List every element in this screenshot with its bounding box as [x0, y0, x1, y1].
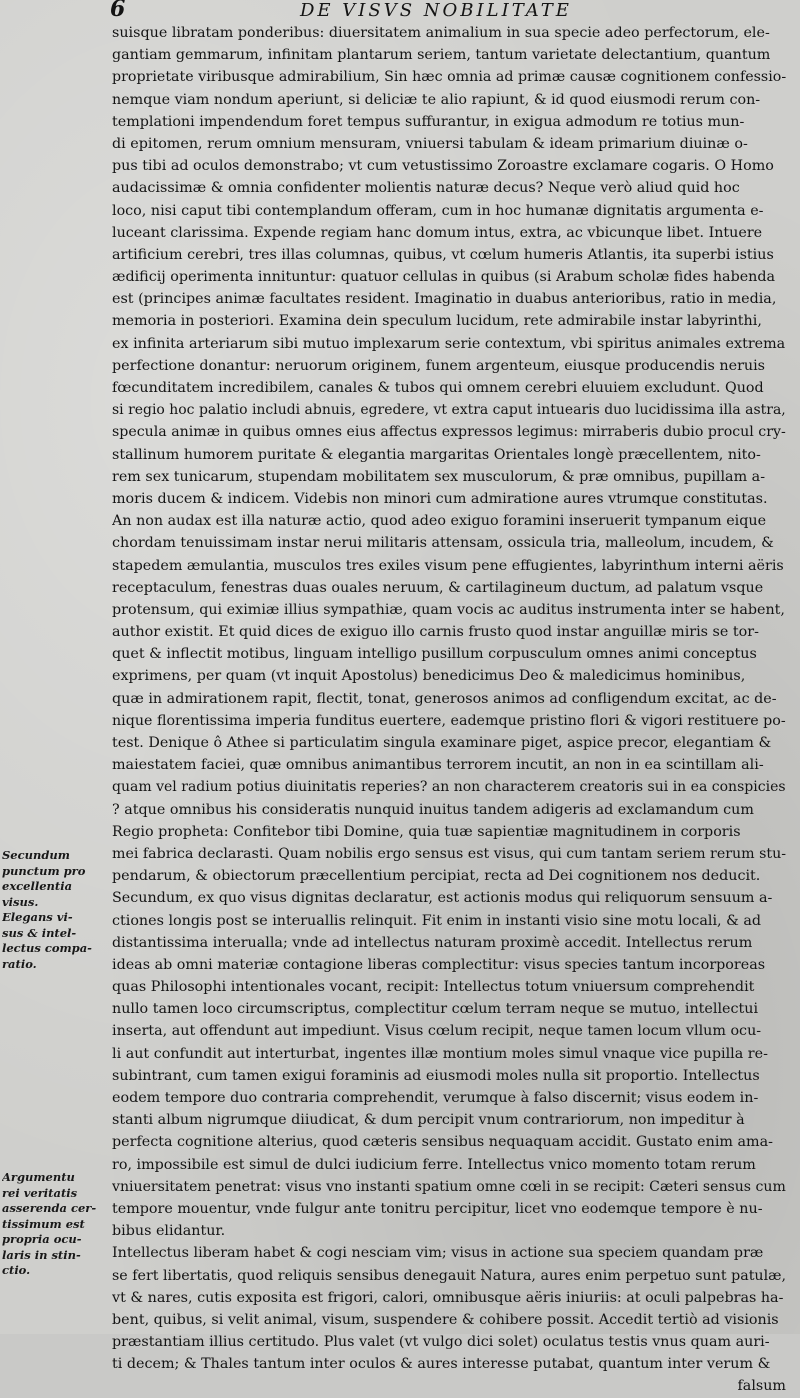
margin-note-line: punctum pro [2, 863, 86, 878]
text-line: artificium cerebri, tres illas columnas, quibus, vt cœlum humeris Atlantis, ita superbi istius [112, 246, 774, 263]
text-line: author existit. Et quid dices de exiguo illo carnis frusto quod instar anguillæ miris se tor- [112, 624, 759, 641]
margin-note-line: excellentia [2, 879, 73, 893]
text-line: quet & inflectit motibus, linguam intelligo pusillum corpusculum omnes animi conceptus [112, 646, 757, 663]
margin-note-argumentum [2, 1170, 110, 1279]
text-line: loco, nisi caput tibi contemplandum offeram, cum in hoc humanæ dignitatis argumenta e- [112, 202, 764, 219]
text-line: stanti album nigrumque diiudicat, & dum percipit vnum contrariorum, non impeditur à [112, 1112, 745, 1129]
text-line: luceant clarissima. Expende regiam hanc domum intus, extra, ac vbicunque libet. Intuere [112, 224, 763, 241]
text-line: falsum [737, 1378, 786, 1395]
text-line: vniuersitatem penetrat: visus vno instanti spatium omne cœli in se recipit: Cæteri sensus cum [112, 1178, 786, 1195]
text-line: ? atque omnibus his consideratis nunquid inuitus tandem adigeris ad exclamandum cum [112, 801, 754, 818]
text-line: mei fabrica declarasti. Quam nobilis ergo sensus est visus, qui cum tantam seriem rerum stu- [112, 845, 786, 862]
text-line: memoria in posteriori. Examina dein speculum lucidum, rete admirabile instar labyrinthi, [112, 313, 762, 330]
text-line: moris ducem & indicem. Videbis non minori cum admiratione aures vtrumque constitutas. [112, 490, 768, 507]
text-line: nique florentissima imperia funditus euertere, eademque pristino flori & vigori restituere po- [112, 712, 786, 729]
text-line: pendarum, & obiectorum præcellentium percipiat, recta ad Dei cognitionem nos deducit. [112, 868, 761, 885]
text-line: ro, impossibile est simul de dulci iudicium ferre. Intellectus vnico momento totam rerum [112, 1156, 756, 1173]
text-line: di epitomen, rerum omnium mensuram, vniuersi tabulam & ideam primarium diuinæ o- [112, 135, 748, 152]
text-line: vt & nares, cutis exposita est frigori, calori, omnibusque aëris iniuriis: at oculi palpebras ha- [112, 1289, 784, 1306]
text-line: maiestatem faciei, quæ omnibus animantibus terrorem incutit, an non in ea scintillam ali- [112, 757, 764, 774]
text-line: inserta, aut offendunt aut impediunt. Visus cœlum recipit, neque tamen locum vllum ocu- [112, 1023, 762, 1040]
text-line: pus tibi ad oculos demonstrabo; vt cum vetustissimo Zoroastre exclamare cogaris. O Homo [112, 158, 774, 175]
margin-note-secundum [2, 848, 110, 972]
text-line: bent, quibus, si velit animal, visum, suspendere & cohibere possit. Accedit tertiò ad visionis [112, 1311, 779, 1328]
margin-note-line: Argumentu [2, 1170, 75, 1184]
text-line: ædificij operimenta innituntur: quatuor cellulas in quibus (si Arabum scholæ fides habenda [112, 269, 776, 286]
text-line: Intellectus liberam habet & cogi nesciam vim; visus in actione sua speciem quandam præ [112, 1245, 764, 1262]
text-line: li aut confundit aut interturbat, ingentes illæ montium moles simul vnaque vice pupilla re- [112, 1045, 768, 1062]
text-line: exprimens, per quam (vt inquit Apostolus) benedicimus Deo & maledicimus hominibus, [112, 668, 746, 685]
margin-note-line: Elegans vi- [2, 910, 73, 924]
text-line: gantiam gemmarum, infinitam plantarum seriem, tantum varietate delectantium, quantum [112, 47, 771, 64]
text-line: An non audax est illa naturæ actio, quod adeo exiguo foramini inseruerit tympanum eique [112, 513, 767, 530]
text-line: templationi impendendum foret tempus suffurantur, in exigua admodum re totius mun- [112, 113, 745, 130]
margin-note-line: visus. [2, 894, 39, 909]
text-line: perfectione donantur: neruorum originem, funem argenteum, eiusque producendis neruis [112, 357, 766, 374]
text-line: quæ in admirationem rapit, flectit, tonat, generosos animos ad confligendum excitat, ac de- [112, 690, 777, 707]
text-line: ctiones longis post se interuallis relinquit. Fit enim in instanti visio sine motu locali, & ad [112, 912, 762, 929]
margin-note-line: asserenda cer- [2, 1201, 97, 1215]
text-line: ex infinita arteriarum sibi mutuo implexarum serie contextum, vbi spiritus animales extrema [112, 335, 786, 352]
margin-note-line: lectus compa- [2, 941, 92, 955]
text-line: stallinum humorem puritate & elegantia margaritas Orientales longè præcellentem, nito- [112, 446, 761, 463]
text-line: stapedem æmulantia, musculos tres exiles visum pene effugientes, labyrinthum interni aëris [112, 557, 784, 574]
text-line: nemque viam nondum aperiunt, si deliciæ te alio rapiunt, & id quod eiusmodi rerum con- [112, 91, 761, 108]
text-line: receptaculum, fenestras duas ouales neruum, & cartilagineum ductum, ad palatum vsque [112, 579, 764, 596]
text-line: ideas ab omni materiæ contagione liberas complectitur: visus species tantum incorporeas [112, 956, 766, 973]
text-line: eodem tempore duo contraria comprehendit, verumque à falso discernit; visus eodem in- [112, 1090, 759, 1106]
margin-note-line: sus & intel- [2, 925, 77, 940]
text-line: Regio propheta: Confitebor tibi Domine, quia tuæ sapientiæ magnitudinem in corporis [112, 823, 741, 840]
text-line: protensum, qui eximiæ illius sympathiæ, quam vocis ac auditus instrumenta inter se habent, [112, 601, 785, 618]
margin-note-line: ratio. [2, 956, 37, 971]
margin-note-line: laris in stin- [2, 1247, 81, 1262]
text-line: nullo tamen loco circumscriptus, complectitur cœlum terram neque se mutuo, intellectui [112, 1001, 759, 1018]
margin-note-line: Secundum [2, 848, 70, 862]
text-line: perfecta cognitione alterius, quod cæteris sensibus nequaquam accidit. Gustato enim ama- [112, 1134, 773, 1151]
text-line: specula animæ in quibus omnes eius affectus expressos legimus: mirraberis dubio procul cry- [112, 424, 786, 441]
margin-note-line: ctio. [2, 1263, 31, 1277]
text-line: audacissimæ & omnia confidenter molientis naturæ decus? Neque verò aliud quid hoc [112, 180, 740, 197]
page-number: 6 [110, 0, 126, 22]
text-line: se fert libertatis, quod reliquis sensibus denegauit Natura, aures enim perpetuo sunt patulæ, [112, 1267, 786, 1284]
running-head: DE VISVS NOBILITATE [300, 0, 572, 21]
text-line: ti decem; & Thales tantum inter oculos & aures interesse putabat, quantum inter verum & [112, 1356, 771, 1373]
text-line: test. Denique ô Athee si particulatim singula examinare piget, aspice precor, elegantiam & [112, 735, 772, 751]
text-line: tempore mouentur, vnde fulgur ante tonitru percipitur, licet vno eodemque tempore è nu- [112, 1200, 763, 1217]
text-line: quas Philosophi intentionales vocant, recipit: Intellectus totum vniuersum comprehendit [112, 979, 755, 996]
margin-note-line: tissimum est [2, 1216, 85, 1231]
margin-note-line: rei veritatis [2, 1185, 78, 1200]
text-line: bibus elidantur. [112, 1223, 226, 1240]
text-line: Secundum, ex quo visus dignitas declaratur, est actionis modus qui reliquorum sensuum a- [112, 890, 773, 907]
text-line: est (principes animæ facultates resident. Imaginatio in duabus anterioribus, ratio in media, [112, 291, 777, 308]
text-line: quam vel radium potius diuinitatis reperies? an non characterem creatoris sui in ea conspicies [112, 779, 786, 796]
margin-note-line: propria ocu- [2, 1232, 82, 1246]
text-line: distantissima interualla; vnde ad intellectus naturam proximè accedit. Intellectus rerum [112, 934, 753, 951]
body-text [112, 22, 786, 1398]
text-line: subintrant, cum tamen exigui foraminis ad eiusmodi moles nulla sit proportio. Intellectus [112, 1067, 760, 1084]
text-line: proprietate viribusque admirabilium, Sin hæc omnia ad primæ causæ cognitionem confessio- [112, 69, 786, 86]
text-line: suisque libratam ponderibus: diuersitatem animalium in sua specie adeo perfectorum, ele- [112, 25, 770, 41]
text-line: fœcunditatem incredibilem, canales & tubos qui omnem cerebri eluuiem excludunt. Quod [112, 380, 764, 396]
text-line: præstantiam illius certitudo. Plus valet (vt vulgo dici solet) oculatus testis vnus quam auri- [112, 1334, 770, 1351]
page-header [100, 0, 800, 22]
text-line: rem sex tunicarum, stupendam mobilitatem sex musculorum, & præ omnibus, pupillam a- [112, 468, 766, 485]
text-line: si regio hoc palatio includi abnuis, egredere, vt extra caput intuearis duo lucidissima illa astra, [112, 402, 786, 419]
text-line: chordam tenuissimam instar nerui militaris attensam, ossicula tria, malleolum, incudem, & [112, 535, 774, 552]
